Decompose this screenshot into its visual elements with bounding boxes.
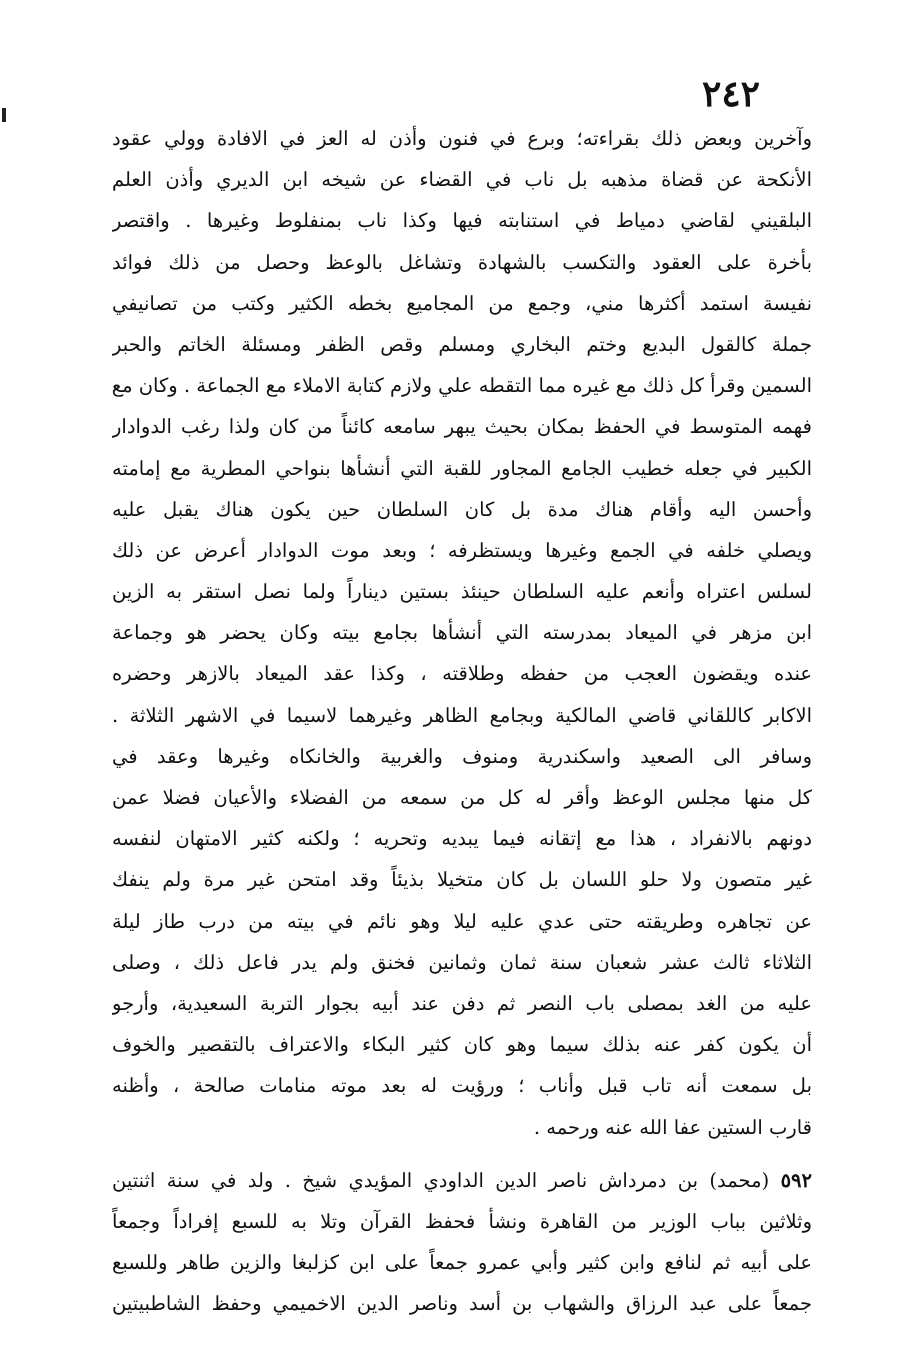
text-line: ويصلي خلفه في الجمع وغيرها ويستظرفه ؛ وبعد موت الدوادار أعرض عن ذلك	[112, 538, 812, 562]
text-line: السمين وقرأ كل ذلك مع غيره مما التقطه علي ولازم كتابة الاملاء مع الجماعة . وكان مع	[112, 374, 812, 398]
text-line: الكبير في جعله خطيب الجامع المجاور للقبة التي أنشأها بنواحي المطرية مع إمامته	[112, 456, 812, 480]
text-line: عن تجاهره وطريقته حتى عدي عليه ليلا وهو نائم في بيته من درب طاز ليلة	[112, 909, 812, 933]
text-line: الأنكحة عن قضاة مذهبه بل ناب في القضاء عن شيخه ابن الديري وأذن العلم	[112, 168, 812, 192]
main-text	[112, 118, 812, 1324]
text-line: غير متصون ولا حلو اللسان بل كان متخيلا بذيئاً وقد امتحن غير مرة ولم ينفك	[112, 868, 812, 892]
entry-number: ٥٩٢	[780, 1168, 812, 1192]
paragraph-gap	[112, 1148, 812, 1160]
text-line: بأخرة على العقود والتكسب بالشهادة وتشاغل بالوعظ وحصل من ذلك فوائد	[112, 250, 812, 274]
text-line: فهمه المتوسط في الحفظ بمكان بحيث يبهر سامعه كائناً من كان ولذا رغب الدوادار	[112, 415, 812, 439]
text-line: قارب الستين عفا الله عنه ورحمه .	[533, 1115, 812, 1139]
text-line: كل منها مجلس الوعظ وأقر له كل من سمعه من الفضلاء والأعيان فضلا عمن	[112, 786, 812, 809]
entry-line-text: (محمد) بن دمرداش ناصر الدين الداودي المؤيدي شيخ . ولد في سنة اثنتين	[112, 1168, 770, 1192]
text-line: عنده ويقضون العجب من حفظه وطلاقته ، وكذا عقد الميعاد بالازهر وحضره	[112, 662, 812, 686]
text-line: دونهم بالانفراد ، هذا مع إتقانه فيما يبديه وتحريه ؛ ولكنه كثير الامتهان لنفسه	[112, 827, 812, 851]
text-line: الاكابر كاللقاني قاضي المالكية وبجامع الظاهر وغيرهما لاسيما في الاشهر الثلاثة .	[112, 703, 812, 727]
page-number: ٢٤٢	[701, 73, 760, 115]
text-line: لسلس اعتراه وأنعم عليه السلطان حينئذ بستين ديناراً ولما نصل استقر به الزين	[112, 580, 812, 604]
text-line: البلقيني لقاضي دمياط في استنابته فيها وكذا ناب بمنفلوط وغيرها . واقتصر	[112, 209, 812, 233]
text-line: وأحسن اليه وأقام هناك مدة بل كان السلطان حين يكون هناك يقبل عليه	[112, 497, 812, 521]
text-line: أن يكون كفر عنه بذلك سيما وهو كان كثير البكاء والاعتراف بالتقصير والخوف	[112, 1033, 812, 1057]
text-line: ابن مزهر في الميعاد بمدرسته التي أنشأها بجامع بيته وكان يحضر هو وجماعة	[112, 621, 812, 645]
text-line: الثلاثاء ثالث عشر شعبان سنة ثمان وثمانين فخنق ولم يدر فاعل ذلك ، وصلى	[112, 950, 812, 974]
text-line: جملة كالقول البديع وختم البخاري ومسلم وقص الظفر ومسئلة الخاتم والحبر	[112, 332, 812, 356]
text-line: وسافر الى الصعيد واسكندرية ومنوف والغربية والخانكاه وغيرها وعقد في	[112, 744, 812, 768]
entry-line: جمعاً على عبد الرزاق والشهاب بن أسد وناصر الدين الاخميمي وحفظ الشاطبيتين	[112, 1292, 812, 1316]
text-line: بل سمعت أنه تاب قبل وأناب ؛ ورؤيت له بعد موته منامات صالحة ، وأظنه	[112, 1074, 812, 1098]
text-line: نفيسة استمد أكثرها مني، وجمع من المجاميع بخطه الكثير وكتب من تصانيفي	[112, 291, 812, 315]
text-line: وآخرين وبعض ذلك بقراءته؛ وبرع في فنون وأذن له العز في الافادة وولي عقود	[112, 127, 812, 150]
entry-first-line	[112, 1160, 812, 1201]
text-line: عليه من الغد بمصلى باب النصر ثم دفن عند أبيه بجوار التربة السعيدية، وأرجو	[112, 991, 812, 1015]
entry-line: على أبيه ثم لنافع وابن كثير وأبي عمرو جمعاً على ابن كزلبغا والزين طاهر وللسبع	[112, 1251, 812, 1275]
margin-mark	[2, 108, 6, 122]
entry-line: وثلاثين بباب الوزير من القاهرة ونشأ فحفظ القرآن وتلا به للسبع إفراداً وجمعاً	[112, 1209, 812, 1233]
